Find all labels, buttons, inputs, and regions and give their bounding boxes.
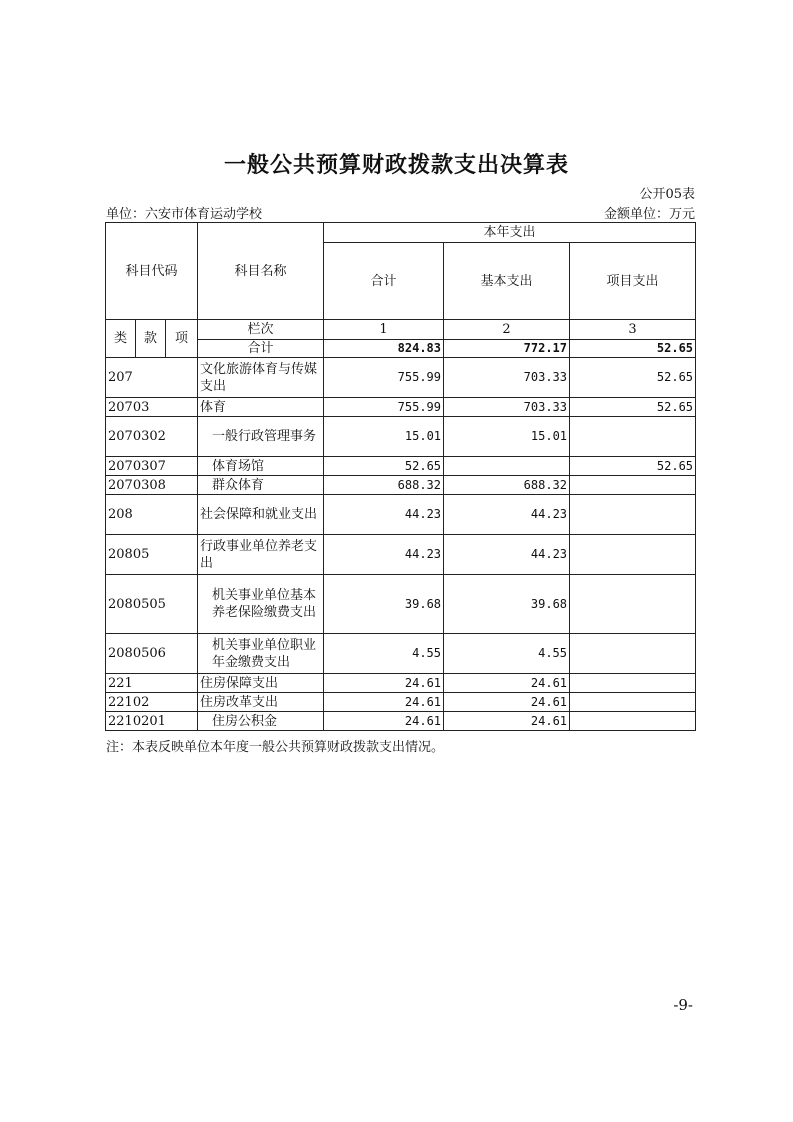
row-code: 20703 <box>106 398 198 417</box>
table-row <box>106 674 696 693</box>
page-number: -9- <box>673 996 693 1014</box>
row-project <box>570 417 696 457</box>
row-project <box>570 575 696 634</box>
row-name: 一般行政管理事务 <box>198 417 324 457</box>
col-index-1: 1 <box>324 320 444 340</box>
row-basic <box>444 457 570 476</box>
table-row <box>106 693 696 712</box>
row-basic: 24.61 <box>444 674 570 693</box>
table-row <box>106 398 696 417</box>
row-name: 社会保障和就业支出 <box>198 495 324 535</box>
row-code: 207 <box>106 358 198 398</box>
row-code: 2210201 <box>106 712 198 731</box>
row-basic: 688.32 <box>444 476 570 495</box>
row-code: 20805 <box>106 535 198 575</box>
row-project <box>570 634 696 674</box>
table-row <box>106 476 696 495</box>
row-total: 4.55 <box>324 634 444 674</box>
row-project <box>570 693 696 712</box>
row-name: 群众体育 <box>198 476 324 495</box>
row-basic: 24.61 <box>444 693 570 712</box>
row-code: 22102 <box>106 693 198 712</box>
row-code: 2070302 <box>106 417 198 457</box>
row-basic: 703.33 <box>444 398 570 417</box>
row-total: 44.23 <box>324 495 444 535</box>
row-project: 52.65 <box>570 358 696 398</box>
row-basic: 4.55 <box>444 634 570 674</box>
amount-unit: 金额单位：万元 <box>603 207 695 222</box>
row-code: 208 <box>106 495 198 535</box>
header-subject-code: 科目代码 <box>106 223 198 320</box>
row-total: 755.99 <box>324 398 444 417</box>
expenditure-table <box>105 222 696 731</box>
header-basic: 基本支出 <box>444 243 570 320</box>
row-total: 755.99 <box>324 358 444 398</box>
row-code: 2070308 <box>106 476 198 495</box>
form-number: 公开05表 <box>639 187 695 202</box>
table-row <box>106 634 696 674</box>
header-current-year: 本年支出 <box>324 223 696 243</box>
row-name: 机关事业单位基本养老保险缴费支出 <box>198 575 324 634</box>
table-row <box>106 535 696 575</box>
col-index-2: 2 <box>444 320 570 340</box>
table-row <box>106 575 696 634</box>
table-row <box>106 417 696 457</box>
row-project <box>570 712 696 731</box>
header-kuan: 款 <box>136 320 166 358</box>
row-name: 文化旅游体育与传媒支出 <box>198 358 324 398</box>
header-subject-name: 科目名称 <box>198 223 324 320</box>
row-name: 机关事业单位职业年金缴费支出 <box>198 634 324 674</box>
table-row <box>106 358 696 398</box>
row-basic: 44.23 <box>444 535 570 575</box>
row-total: 24.61 <box>324 674 444 693</box>
table-row <box>106 457 696 476</box>
header-total: 合计 <box>324 243 444 320</box>
row-total: 39.68 <box>324 575 444 634</box>
row-basic: 39.68 <box>444 575 570 634</box>
row-name: 体育场馆 <box>198 457 324 476</box>
row-project <box>570 476 696 495</box>
row-name: 住房公积金 <box>198 712 324 731</box>
header-xiang: 项 <box>166 320 198 358</box>
row-name: 体育 <box>198 398 324 417</box>
total-project: 52.65 <box>570 340 696 358</box>
row-basic: 44.23 <box>444 495 570 535</box>
col-index-3: 3 <box>570 320 696 340</box>
table-note: 注：本表反映单位本年度一般公共预算财政拨款支出情况。 <box>106 740 445 755</box>
table-row <box>106 495 696 535</box>
row-total: 24.61 <box>324 712 444 731</box>
header-project: 项目支出 <box>570 243 696 320</box>
row-name: 行政事业单位养老支出 <box>198 535 324 575</box>
row-name: 住房保障支出 <box>198 674 324 693</box>
row-total: 688.32 <box>324 476 444 495</box>
row-name: 住房改革支出 <box>198 693 324 712</box>
header-lanci: 栏次 <box>198 320 324 340</box>
total-basic: 772.17 <box>444 340 570 358</box>
row-basic: 703.33 <box>444 358 570 398</box>
row-project: 52.65 <box>570 398 696 417</box>
row-code: 2070307 <box>106 457 198 476</box>
row-project <box>570 535 696 575</box>
header-lei: 类 <box>106 320 136 358</box>
row-total: 15.01 <box>324 417 444 457</box>
total-label: 合计 <box>198 340 324 358</box>
row-project <box>570 674 696 693</box>
row-project <box>570 495 696 535</box>
row-code: 221 <box>106 674 198 693</box>
row-basic: 15.01 <box>444 417 570 457</box>
row-code: 2080505 <box>106 575 198 634</box>
table-row <box>106 712 696 731</box>
row-total: 24.61 <box>324 693 444 712</box>
row-basic: 24.61 <box>444 712 570 731</box>
row-total: 52.65 <box>324 457 444 476</box>
row-project: 52.65 <box>570 457 696 476</box>
total-sum: 824.83 <box>324 340 444 358</box>
row-total: 44.23 <box>324 535 444 575</box>
unit-label: 单位：六安市体育运动学校 <box>106 207 263 222</box>
row-code: 2080506 <box>106 634 198 674</box>
page-title: 一般公共预算财政拨款支出决算表 <box>223 152 569 178</box>
